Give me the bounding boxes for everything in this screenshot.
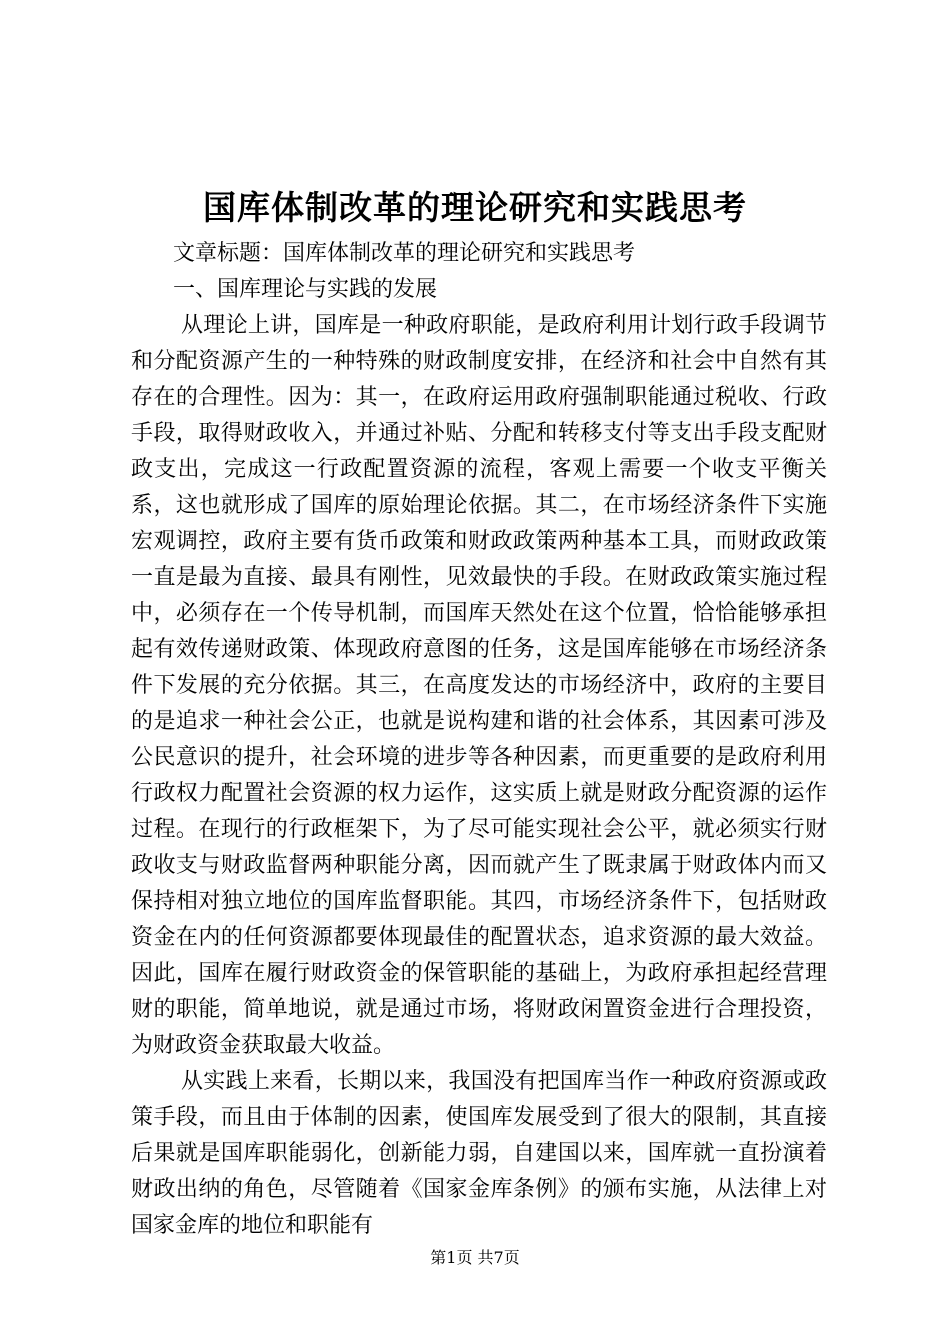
paragraph: 从理论上讲，国库是一种政府职能，是政府利用计划行政手段调节和分配资源产生的一种特殊的财政制度安排，在经济和社会中自然有其存在的合理性。因为：其一，在政府运用政府强制职能通过税收、行政手段，取得财政收入，并通过补贴、分配和转移支付等支出手段支配财政支出，完成这一行政配置资源的流程，客观上需要一个收支平衡关系，这也就形成了国库的原始理论依据。其二，在市场经济条件下实施宏观调控，政府主要有货币政策和财政政策两种基本工具，而财政政策一直是最为直接、最具有刚性，见效最快的手段。在财政政策实施过程中，必须存在一个传导机制，而国库天然处在这个位置，恰恰能够承担起有效传递财政策、体现政府意图的任务，这是国库能够在市场经济条件下发展的充分依据。其三，在高度发达的市场经济中，政府的主要目的是追求一种社会公正，也就是说构建和谐的社会体系，其因素可涉及公民意识的提升，社会环境的进步等各种因素，而更重要的是政府利用行政权力配置社会资源的权力运作，这实质上就是财政分配资源的运作过程。在现行的行政框架下，为了尽可能实现社会公平，就必须实行财政收支与财政监督两种职能分离，因而就产生了既隶属于财政体内而又保持相对独立地位的国库监督职能。其四，市场经济条件下，包括财政资金在内的任何资源都要体现最佳的配置状态，追求资源的最大效益。因此，国库在履行财政资金的保管职能的基础上，为政府承担起经营理财的职能，简单地说，就是通过市场，将财政闲置资金进行合理投资，为财政资金获取最大收益。 (131, 313, 827, 1058)
page-number-footer: 第1页 共7页 (430, 1248, 520, 1267)
paragraph: 从实践上来看，长期以来，我国没有把国库当作一种政府资源或政策手段，而且由于体制的因素，使国库发展受到了很大的限制，其直接后果就是国库职能弱化，创新能力弱，自建国以来，国库就一直扮演着财政出纳的角色，尽管随着《国家金库条例》的颁布实施，从法律上对国家金库的地位和职能有 (131, 1069, 827, 1238)
section-heading: 一、国库理论与实践的发展 (173, 277, 438, 302)
article-title-line: 文章标题：国库体制改革的理论研究和实践思考 (173, 241, 636, 266)
document-body (131, 236, 827, 1244)
document-title: 国库体制改革的理论研究和实践思考 (203, 188, 747, 227)
